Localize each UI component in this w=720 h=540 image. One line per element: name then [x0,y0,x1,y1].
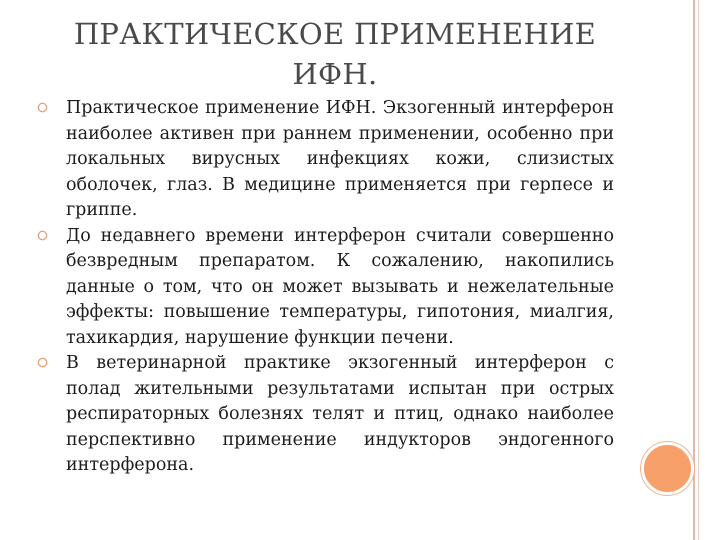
bullet-icon [37,230,48,241]
decorative-circle [641,442,694,495]
right-border-line [693,0,695,540]
right-border-line-thin [698,0,699,540]
bullet-item [34,96,614,224]
bullet-icon [37,357,48,368]
bullet-text: До недавнего времени интерферон считали совершенно безвредным препаратом. К сожалению, накопились данные о том, что он может вызывать и нежелательные эффекты: повышение температуры, гипотония, миалгия, тахикардия, нарушение функции печени. [66,225,614,348]
bullet-list [34,96,614,479]
bullet-text: Практическое применение ИФН. Экзогенный интерферон наиболее активен при раннем применении, особенно при локальных вирусных инфекциях кожи, слизистых оболочек, глаз. В медицине применяется при герпесе и гриппе. [66,98,614,220]
slide-title: ПРАКТИЧЕСКОЕ ПРИМЕНЕНИЕ ИФН. [73,17,597,91]
bullet-text: В ветеринарной практике экзогенный интерферон с полад жительными результатами испытан при острых респираторных болезнях телят и птиц, однако наиболее перспективно применение индукторов эндогенного интерферона. [66,353,614,475]
bullet-item [34,224,614,352]
bullet-icon [37,102,48,113]
bullet-item [34,351,614,479]
